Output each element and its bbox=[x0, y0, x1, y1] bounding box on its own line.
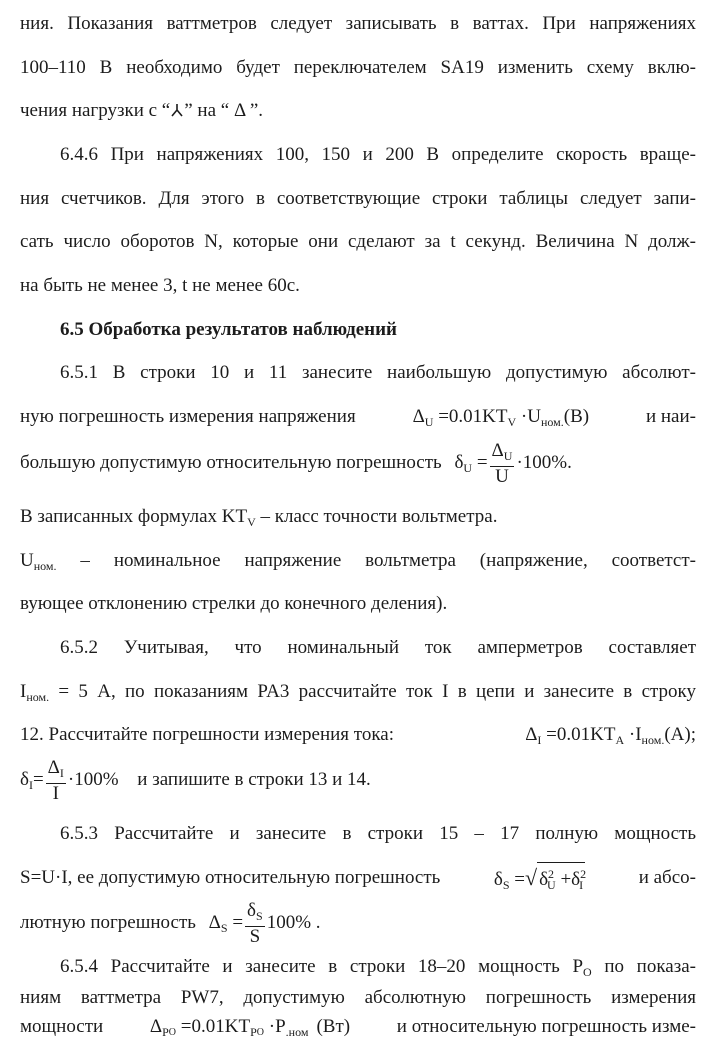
text-line-4: 6.4.6 При напряжениях 100, 150 и 200 В определите скорость враще- bbox=[60, 144, 696, 165]
text-line-2: 100–110 В необходимо будет переключателем SA19 изменить схему вклю- bbox=[20, 57, 696, 78]
text-line-21: лютную погрешность $\Delta_S$ = $\frac{\delta_S}{S}$ 100% . bbox=[20, 899, 321, 947]
text-line-24: мощности $\Delta_PO =0.01KT_PO \cdot P_{.ном}$ (Вт) и относительную погрешность изме- bbox=[20, 1015, 696, 1045]
text-line-9: 6.5.1 В строки 10 и 11 занесите наибольшую допустимую абсолют- bbox=[60, 362, 696, 383]
star-connection-icon bbox=[170, 103, 184, 117]
text-line-20: S=U·I, ее допустимую относительную погрешность $\delta_S$ =√ $\delta^2_U +\delta^2_I$ и абсо- bbox=[20, 862, 696, 894]
text-line-5: ния счетчиков. Для этого в соответствующие строки таблицы следует запи- bbox=[20, 188, 696, 209]
text-line-10: ную погрешность измерения напряжения $\Delta_U =0.01KT_V \cdot U_{ном.}(B)$ и наи- bbox=[20, 405, 696, 434]
text-line-12: В записанных формулах $KT_V$ – класс точности вольтметра. bbox=[20, 506, 498, 529]
text-line-14: вующее отклонению стрелки до конечного деления). bbox=[20, 593, 448, 614]
formula-power-abs-error: $\Delta_S$ = $\frac{\delta_S}{S}$ 100% . bbox=[208, 899, 321, 947]
text-line-3: чения нагрузки с “ ” на “ Δ ”. bbox=[20, 100, 264, 121]
text-line-6: сать число оборотов N, которые они сделают за t секунд. Величина N долж- bbox=[20, 231, 696, 252]
text-line-22: 6.5.4 Рассчитайте и занесите в строки 18–20 мощность $P_O$ по показа- bbox=[60, 956, 696, 979]
text-line-13: $U_{ном.}$ – номинальное напряжение вольтметра (напряжение, соответст- bbox=[20, 550, 696, 573]
formula-power-abs-error-w: $\Delta_PO =0.01KT_PO \cdot P_{.ном}$ (Вт) bbox=[149, 1016, 351, 1039]
text-line-19: 6.5.3 Рассчитайте и занесите в строки 15 – 17 полную мощность bbox=[60, 823, 696, 844]
text-line-16: $I_{ном.} = 5$ А, по показаниям PA3 рассчитайте ток I в цепи и занесите в строку bbox=[20, 681, 696, 704]
text-line-23: ниям ваттметра PW7, допустимую абсолютную погрешность измерения bbox=[20, 987, 696, 1008]
formula-current-rel-error: $\delta_I=$ $\frac{\Delta_I}{I}$ ·100% bbox=[20, 756, 119, 804]
text-line-7: на быть не менее 3, t не менее 60с. bbox=[20, 275, 300, 296]
text-line-11: большую допустимую относительную погрешность $\delta_U$ = $\frac{\Delta_U}{U}$ ·100%. bbox=[20, 439, 572, 487]
formula-power-rel-error: $\delta_S$ =√ $\delta^2_U +\delta^2_I$ bbox=[494, 862, 585, 894]
formula-current-abs-error: $\Delta_I =0.01KT_A \cdot I_{ном.}(A)$; bbox=[525, 724, 696, 747]
text-line-1: ния. Показания ваттметров следует записывать в ваттах. При напряжениях bbox=[20, 13, 696, 34]
formula-voltage-abs-error: $\Delta_U =0.01KT_V \cdot U_{ном.}(B)$ bbox=[412, 406, 590, 429]
text-line-15: 6.5.2 Учитывая, что номинальный ток амперметров составляет bbox=[60, 637, 696, 658]
text-line-17: 12. Рассчитайте погрешности измерения тока: $\Delta_I =0.01KT_A \cdot I_{ном.}(A)$; bbox=[20, 723, 696, 752]
text-line-18: $\delta_I=$ $\frac{\Delta_I}{I}$ ·100% и запишите в строки 13 и 14. bbox=[20, 756, 371, 804]
formula-voltage-rel-error: $\delta_U$ = $\frac{\Delta_U}{U}$ ·100%. bbox=[454, 439, 572, 487]
section-heading: 6.5 Обработка результатов наблюдений bbox=[60, 319, 397, 340]
